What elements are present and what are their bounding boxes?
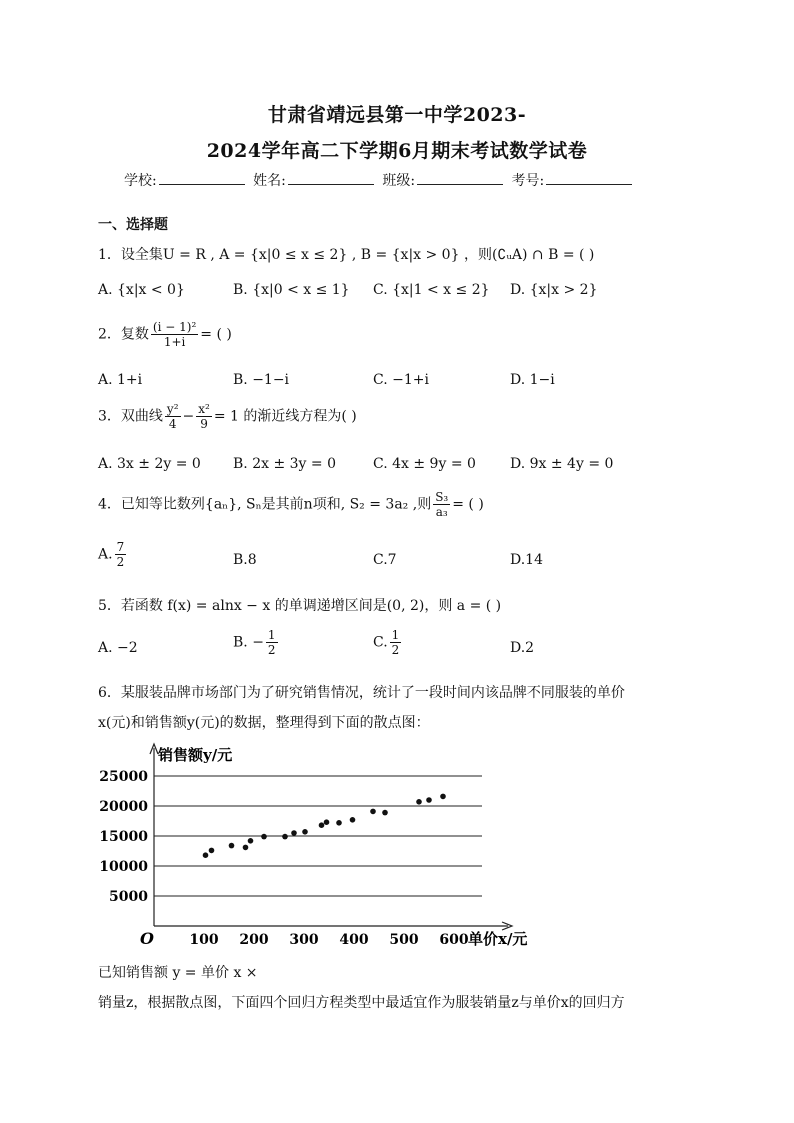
x-tick-label: 400 bbox=[339, 932, 369, 948]
q4-a-num: 7 bbox=[116, 540, 125, 554]
data-point-9 bbox=[302, 829, 308, 835]
school-blank[interactable] bbox=[159, 172, 245, 185]
data-point-7 bbox=[282, 834, 288, 840]
q1-option-d[interactable]: D. {x|x > 2} bbox=[510, 282, 598, 298]
x-tick-label: 300 bbox=[289, 932, 319, 948]
data-point-2 bbox=[209, 848, 215, 854]
name-label: 姓名: bbox=[253, 173, 286, 189]
q4-fraction bbox=[433, 490, 450, 519]
data-point-16 bbox=[416, 799, 422, 805]
q3-option-d[interactable]: D. 9x ± 4y = 0 bbox=[510, 456, 614, 472]
q4-prefix: 4．已知等比数列{aₙ}, Sₙ是其前n项和, S₂ = 3a₂ ,则 bbox=[98, 496, 432, 513]
question-6-line3: 已知销售额 y = 单价 x × bbox=[98, 965, 258, 981]
data-point-8 bbox=[291, 830, 297, 836]
q3-fraction-1 bbox=[165, 402, 181, 431]
q4-a-fraction bbox=[115, 540, 127, 569]
q3-frac2-den: 9 bbox=[200, 417, 208, 431]
q3-fraction-2 bbox=[196, 402, 212, 431]
q2-suffix: = ( ) bbox=[200, 326, 232, 343]
q4-frac-num: S₃ bbox=[435, 490, 449, 504]
y-tick-label: 5000 bbox=[109, 889, 148, 905]
y-axis-title: 销售额y/元 bbox=[158, 746, 233, 764]
question-6-line4: 销量z，根据散点图，下面四个回归方程类型中最适宜作为服装销量z与单价x的回归方 bbox=[98, 995, 625, 1011]
question-5-stem: 5．若函数 f(x) = alnx − x 的单调递增区间是(0, 2)，则 a = ( ) bbox=[98, 598, 502, 614]
q5-c-num: 1 bbox=[391, 628, 400, 642]
data-point-17 bbox=[426, 797, 432, 803]
q1-option-b[interactable]: B. {x|0 < x ≤ 1} bbox=[233, 282, 350, 298]
q4-a-prefix: A. bbox=[98, 546, 113, 563]
data-point-18 bbox=[440, 794, 446, 800]
x-tick-label: 200 bbox=[239, 932, 269, 948]
q3-minus: − bbox=[182, 408, 195, 425]
origin-label: O bbox=[140, 929, 154, 948]
q3-prefix: 3．双曲线 bbox=[98, 408, 163, 425]
exam-title-line2: 2024学年高二下学期6月期末考试数学试卷 bbox=[206, 140, 588, 162]
data-point-15 bbox=[382, 810, 388, 816]
data-point-3 bbox=[229, 843, 235, 849]
q4-option-d[interactable]: D.14 bbox=[510, 552, 543, 568]
student-info-row bbox=[124, 170, 636, 190]
q5-option-a[interactable]: A. −2 bbox=[98, 640, 138, 656]
school-label: 学校: bbox=[124, 173, 157, 189]
q5-b-fraction bbox=[266, 628, 278, 657]
data-point-10 bbox=[319, 822, 325, 828]
q3-option-a[interactable]: A. 3x ± 2y = 0 bbox=[98, 456, 201, 472]
question-2-stem bbox=[98, 320, 232, 349]
x-tick-label: 500 bbox=[389, 932, 419, 948]
x-tick-label: 600 bbox=[439, 932, 469, 948]
q2-option-c[interactable]: C. −1+i bbox=[373, 372, 429, 388]
q1-option-c[interactable]: C. {x|1 < x ≤ 2} bbox=[373, 282, 490, 298]
data-point-4 bbox=[243, 845, 249, 851]
q5-b-den: 2 bbox=[267, 643, 276, 657]
q3-option-c[interactable]: C. 4x ± 9y = 0 bbox=[373, 456, 476, 472]
x-axis-title: 单价x/元 bbox=[468, 930, 528, 948]
q5-c-den: 2 bbox=[391, 643, 400, 657]
y-tick-label: 20000 bbox=[99, 799, 148, 815]
y-tick-label: 25000 bbox=[99, 769, 148, 785]
q4-option-a[interactable] bbox=[98, 540, 128, 569]
y-tick-label: 10000 bbox=[99, 859, 148, 875]
q5-b-prefix: B. − bbox=[233, 634, 264, 651]
q4-a-den: 2 bbox=[116, 555, 125, 569]
q4-option-c[interactable]: C.7 bbox=[373, 552, 397, 568]
scatter-chart bbox=[90, 740, 560, 955]
data-point-14 bbox=[370, 809, 376, 815]
q5-option-d[interactable]: D.2 bbox=[510, 640, 535, 656]
data-point-5 bbox=[248, 838, 254, 844]
exam-number-blank[interactable] bbox=[546, 172, 632, 185]
data-point-13 bbox=[350, 817, 356, 823]
data-point-1 bbox=[203, 852, 209, 858]
x-tick-label: 100 bbox=[189, 932, 219, 948]
q4-option-b[interactable]: B.8 bbox=[233, 552, 257, 568]
q5-b-num: 1 bbox=[267, 628, 276, 642]
y-tick-label: 15000 bbox=[99, 829, 148, 845]
q5-c-prefix: C. bbox=[373, 634, 388, 651]
q1-option-a[interactable]: A. {x|x < 0} bbox=[98, 282, 185, 298]
q4-suffix: = ( ) bbox=[452, 496, 484, 513]
q2-option-a[interactable]: A. 1+i bbox=[98, 372, 143, 388]
q3-frac1-num: y² bbox=[166, 402, 179, 416]
q3-frac1-den: 4 bbox=[168, 417, 177, 431]
section-title: 一、选择题 bbox=[98, 217, 168, 233]
q4-frac-den: a₃ bbox=[435, 505, 448, 519]
question-6-line2: x(元)和销售额y(元)的数据，整理得到下面的散点图： bbox=[98, 715, 430, 731]
q2-option-b[interactable]: B. −1−i bbox=[233, 372, 290, 388]
q2-frac-den: 1+i bbox=[163, 335, 186, 349]
q2-fraction bbox=[151, 320, 198, 349]
q3-frac2-num: x² bbox=[198, 402, 210, 416]
class-label: 班级: bbox=[382, 173, 416, 189]
q2-frac-num: (i − 1)² bbox=[152, 320, 197, 334]
class-blank[interactable] bbox=[417, 172, 503, 185]
name-blank[interactable] bbox=[288, 172, 374, 185]
q5-option-c[interactable] bbox=[373, 628, 403, 657]
question-1-stem: 1．设全集U = R , A = {x|0 ≤ x ≤ 2} , B = {x|x > 0} ，则(∁ᵤA) ∩ B = ( ) bbox=[98, 247, 595, 263]
data-point-6 bbox=[261, 834, 267, 840]
question-6-line1: 6．某服装品牌市场部门为了研究销售情况，统计了一段时间内该品牌不同服装的单价 bbox=[98, 685, 625, 701]
data-point-11 bbox=[324, 819, 330, 825]
question-3-stem bbox=[98, 402, 357, 431]
data-point-12 bbox=[336, 820, 342, 826]
q2-option-d[interactable]: D. 1−i bbox=[510, 372, 555, 388]
q5-option-b[interactable] bbox=[233, 628, 280, 657]
q3-suffix: = 1 的渐近线方程为( ) bbox=[213, 408, 357, 425]
exam-title-line1: 甘肃省靖远县第一中学2023- bbox=[267, 104, 527, 126]
exam-number-label: 考号: bbox=[511, 173, 545, 189]
q5-c-fraction bbox=[390, 628, 402, 657]
question-4-stem bbox=[98, 490, 484, 519]
q3-option-b[interactable]: B. 2x ± 3y = 0 bbox=[233, 456, 336, 472]
q2-prefix: 2．复数 bbox=[98, 326, 149, 343]
